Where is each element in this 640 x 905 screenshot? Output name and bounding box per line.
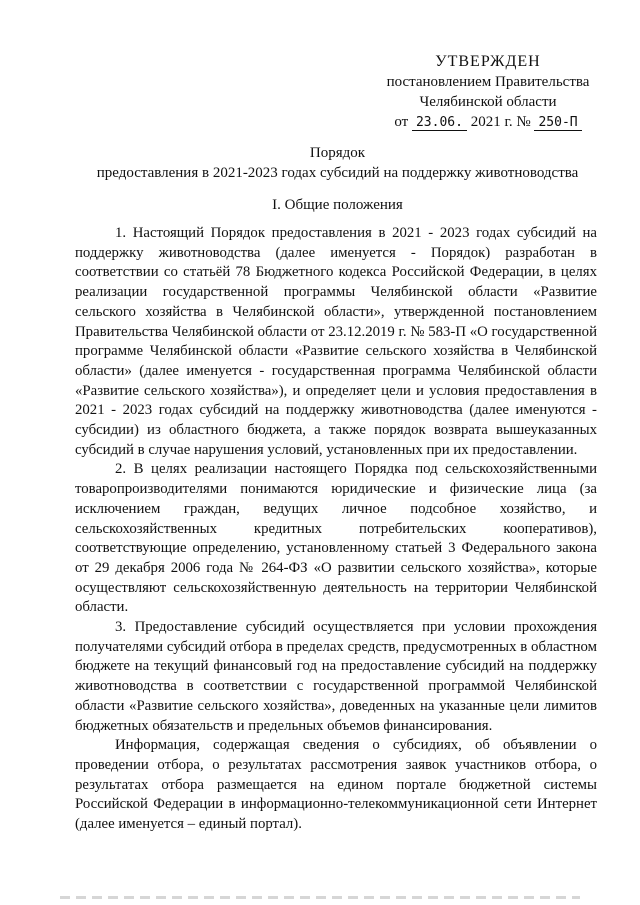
approval-line-1: постановлением Правительства	[386, 74, 590, 90]
document-title	[70, 143, 605, 183]
paragraph-1: 1. Настоящий Порядок предоставления в 2021 - 2023 годах субсидий на поддержку животноводства (далее именуется - Порядок) разработан в соответствии со статьёй 78 Бюджетного кодекса Российской Федерации, в целях реализации государственной программы Челябинской области «Развитие сельского хозяйства в Челябинской области», утвержденной постановлением Правительства Челябинской области от 23.12.2019 г. № 583-П «О государственной программе Челябинской области «Развитие сельского хозяйства в Челябинской области» (далее именуется - государственная программа Челябинской области «Развитие сельского хозяйства»), и определяет цели и условия предоставления в 2021 - 2023 годах субсидий на поддержку животноводства (далее именуются - субсидии) из областного бюджета, а также порядок возврата вышеуказанных субсидий в случае нарушения условий, установленных при их предоставлении.	[75, 225, 597, 458]
paragraph-4: Информация, содержащая сведения о субсидиях, об объявлении о проведении отбора, о результатах рассмотрения заявок участников отбора, о результатах отбора размещается на едином портале бюджетной системы Российской Федерации в информационно-телекоммуникационной сети Интернет (далее именуется – единый портал).	[75, 737, 597, 833]
section-heading: I. Общие положения	[272, 197, 403, 213]
title-line-1: Порядок	[309, 145, 366, 161]
paragraph-2: 2. В целях реализации настоящего Порядка под сельскохозяйственными товаропроизводителями понимаются юридические и физические лица (за исключением граждан, ведущих личное подсобное хозяйство, и сельскохозяйственных кредитных потребительских кооперативов), соответствующие определению, установленному статьей 3 Федерального закона от 29 декабря 2006 года № 264-ФЗ «О развитии сельского хозяйства», которые осуществляют сельскохозяйственную деятельность на территории Челябинской области.	[75, 461, 597, 616]
document-body	[75, 224, 597, 835]
date-value: 23.06.	[412, 115, 467, 131]
date-prefix: от	[394, 114, 409, 130]
approval-date-line	[380, 112, 596, 132]
decree-number: 250-П	[534, 115, 581, 131]
scan-artifact	[60, 896, 580, 899]
approval-stamp	[380, 52, 596, 132]
paragraph-3: 3. Предоставление субсидий осуществляется при условии прохождения получателями субсидий отбора в пределах средств, предусмотренных в областном бюджете на текущий финансовый год на предоставление субсидий на поддержку животноводства в соответствии с государственной программой Челябинской области «Развитие сельского хозяйства», доведенных на указанные цели лимитов бюджетных обязательств и предельных объемов финансирования.	[75, 619, 597, 734]
title-line-2: предоставления в 2021-2023 годах субсидий на поддержку животноводства	[96, 165, 579, 181]
approval-line-2: Челябинской области	[419, 94, 557, 110]
approved-heading: УТВЕРЖДЕН	[435, 53, 541, 70]
year-suffix: 2021 г. №	[470, 114, 531, 130]
